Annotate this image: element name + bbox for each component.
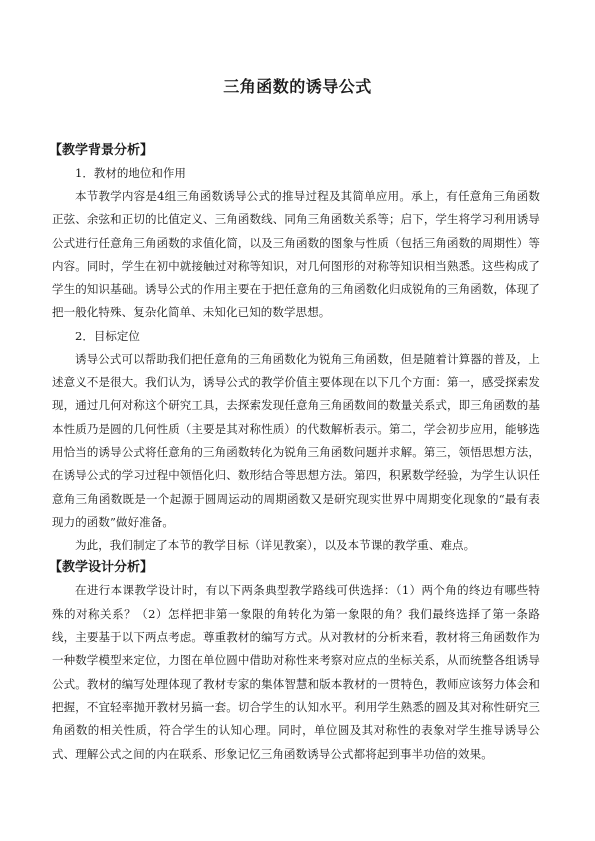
paragraph-teaching-design: 在进行本课教学设计时，有以下两条典型教学路线可供选择：（1）两个角的终边有哪些特殊的对称关系？（2）怎样把非第一象限的角转化为第一象限的角？我们最终选择了第一条路线，主要基于以下两点考虑。尊重教材的编写方式。从对教材的分析来看，教材将三角函数作为一种数学模型来定位，力图在单位圆中借助对称性来考察对应点的坐标关系，从而统整各组诱导公式。教材的编写处理体现了教材专家的集体智慧和版本教材的一贯特色，教师应该努力体会和把握，不宜轻率抛开教材另搞一套。切合学生的认知水平。利用学生熟悉的圆及其对称性研究三角函数的相关性质，符合学生的认知心理。同时，单位圆及其对称性的表象对学生推导诱导公式、理解公式之间的内在联系、形象记忆三角函数诱导公式都将起到事半功倍的效果。 bbox=[52, 583, 540, 761]
paragraph-textbook-role: 本节教学内容是4组三角函数诱导公式的推导过程及其简单应用。承上，有任意角三角函数正弦、余弦和正切的比值定义、三角函数线、同角三角函数关系等；启下，学生将学习利用诱导公式进行任意角三角函数的求值化简，以及三角函数的图象与性质（包括三角函数的周期性）等内容。同时，学生在初中就接触过对称等知识，对几何图形的对称等知识相当熟悉。这些构成了学生的知识基础。诱导公式的作用主要在于把任意角的三角函数化归成锐角的三角函数，体现了把一般化特殊、复杂化简单、未知化已知的数学思想。 bbox=[52, 189, 540, 320]
document-body bbox=[49, 140, 540, 766]
subheading-textbook-role: 1．教材的地位和作用 bbox=[75, 166, 186, 180]
section-heading-teaching-background: 【教学背景分析】 bbox=[49, 143, 154, 158]
subheading-goal-positioning: 2．目标定位 bbox=[75, 328, 140, 343]
paragraph-teaching-goals: 为此，我们制定了本节的教学目标（详见教案），以及本节课的教学重、难点。 bbox=[75, 538, 476, 553]
paragraph-goal-positioning: 诱导公式可以帮助我们把任意角的三角函数化为锐角三角函数，但是随着计算器的普及，上述意义不是很大。我们认为，诱导公式的教学价值主要体现在以下几个方面：第一，感受探索发现，通过几何对称这个研究工具，去探索发现任意角三角函数间的数量关系式，即三角函数的基本性质乃是圆的几何性质（主要是其对称性质）的代数解析表示。第二，学会初步应用，能够选用恰当的诱导公式将任意角的三角函数转化为锐角三角函数问题并求解。第三，领悟思想方法，在诱导公式的学习过程中领悟化归、数形结合等思想方法。第四，积累数学经验，为学生认识任意角三角函数既是一个起源于圆周运动的周期函数又是研究现实世界中周期变化现象的“最有表现力的函数”做好准备。 bbox=[52, 351, 540, 529]
section-heading-teaching-design: 【教学设计分析】 bbox=[49, 560, 154, 576]
document-title: 三角函数的诱导公式 bbox=[223, 77, 372, 96]
